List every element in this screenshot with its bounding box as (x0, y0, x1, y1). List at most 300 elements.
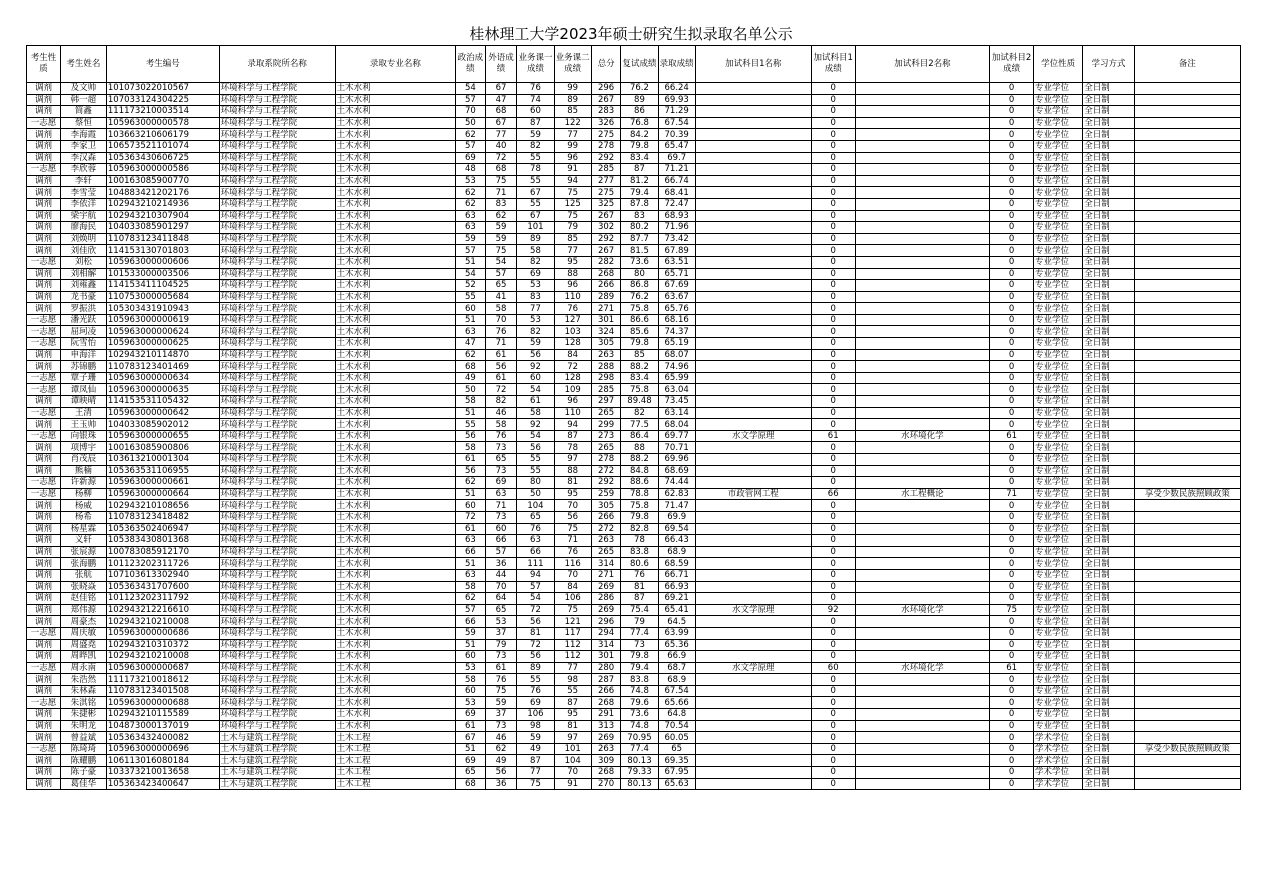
degree-type-cell: 专业学位 (1034, 152, 1083, 164)
candidate-id-cell: 105963000000696 (106, 743, 219, 755)
col-retest-header: 复试成绩 (621, 46, 658, 83)
admission-score-cell: 69.7 (658, 152, 695, 164)
remarks-cell (1134, 256, 1240, 268)
retest-score-cell: 88.6 (621, 477, 658, 489)
extra-subject-1-score-cell: 0 (811, 419, 855, 431)
extra-subject-1-name-cell (695, 349, 811, 361)
candidate-type-cell: 一志愿 (27, 662, 61, 674)
total-score-cell: 267 (591, 210, 621, 222)
candidate-name-cell: 朱淇铭 (60, 697, 106, 709)
remarks-cell (1134, 349, 1240, 361)
extra-subject-2-name-cell (855, 291, 990, 303)
degree-type-cell: 专业学位 (1034, 106, 1083, 118)
candidate-id-cell: 105963000000642 (106, 407, 219, 419)
extra-subject-2-score-cell: 0 (990, 152, 1034, 164)
remarks-cell (1134, 129, 1240, 141)
politics-score-cell: 58 (456, 674, 486, 686)
degree-type-cell: 专业学位 (1034, 407, 1083, 419)
degree-type-cell: 学术学位 (1034, 778, 1083, 790)
table-row (27, 616, 1241, 628)
foreign-language-score-cell: 37 (485, 709, 517, 721)
foreign-language-score-cell: 83 (485, 198, 517, 210)
degree-type-cell: 专业学位 (1034, 233, 1083, 245)
candidate-type-cell: 调剂 (27, 604, 61, 616)
candidate-name-cell: 朱浩然 (60, 674, 106, 686)
subject-1-score-cell: 58 (517, 245, 554, 257)
total-score-cell: 269 (591, 581, 621, 593)
extra-subject-2-name-cell (855, 164, 990, 176)
table-row (27, 674, 1241, 686)
school-cell: 环境科学与工程学院 (219, 152, 335, 164)
total-score-cell: 287 (591, 674, 621, 686)
study-mode-cell: 全日制 (1083, 117, 1134, 129)
candidate-id-cell: 111173210003514 (106, 106, 219, 118)
col-subject-2-header: 业务课二成绩 (554, 46, 591, 83)
degree-type-cell: 专业学位 (1034, 674, 1083, 686)
school-cell: 环境科学与工程学院 (219, 627, 335, 639)
foreign-language-score-cell: 72 (485, 384, 517, 396)
candidate-id-cell: 110783123418482 (106, 511, 219, 523)
candidate-id-cell: 102943210210008 (106, 616, 219, 628)
admission-score-cell: 70.71 (658, 442, 695, 454)
study-mode-cell: 全日制 (1083, 430, 1134, 442)
major-cell: 土木水利 (335, 697, 455, 709)
extra-subject-1-score-cell: 0 (811, 743, 855, 755)
politics-score-cell: 53 (456, 697, 486, 709)
subject-2-score-cell: 97 (554, 454, 591, 466)
retest-score-cell: 79.4 (621, 662, 658, 674)
major-cell: 土木水利 (335, 117, 455, 129)
foreign-language-score-cell: 82 (485, 396, 517, 408)
candidate-type-cell: 调剂 (27, 569, 61, 581)
retest-score-cell: 77.4 (621, 743, 658, 755)
subject-1-score-cell: 72 (517, 639, 554, 651)
subject-1-score-cell: 49 (517, 743, 554, 755)
total-score-cell: 269 (591, 732, 621, 744)
major-cell: 土木工程 (335, 767, 455, 779)
total-score-cell: 269 (591, 604, 621, 616)
candidate-name-cell: 周盛堯 (60, 639, 106, 651)
major-cell: 土木水利 (335, 83, 455, 95)
admission-score-cell: 69.54 (658, 523, 695, 535)
table-row (27, 140, 1241, 152)
extra-subject-2-score-cell: 0 (990, 314, 1034, 326)
table-row (27, 755, 1241, 767)
subject-2-score-cell: 96 (554, 396, 591, 408)
study-mode-cell: 全日制 (1083, 511, 1134, 523)
extra-subject-2-score-cell: 0 (990, 558, 1034, 570)
subject-2-score-cell: 116 (554, 558, 591, 570)
total-score-cell: 282 (591, 256, 621, 268)
subject-1-score-cell: 92 (517, 419, 554, 431)
study-mode-cell: 全日制 (1083, 755, 1134, 767)
degree-type-cell: 专业学位 (1034, 535, 1083, 547)
degree-type-cell: 专业学位 (1034, 500, 1083, 512)
major-cell: 土木水利 (335, 581, 455, 593)
study-mode-cell: 全日制 (1083, 488, 1134, 500)
candidate-id-cell: 107033124304225 (106, 94, 219, 106)
subject-2-score-cell: 103 (554, 326, 591, 338)
extra-subject-1-name-cell (695, 511, 811, 523)
subject-1-score-cell: 111 (517, 558, 554, 570)
remarks-cell (1134, 314, 1240, 326)
extra-subject-1-name-cell (695, 697, 811, 709)
admission-score-cell: 68.07 (658, 349, 695, 361)
subject-1-score-cell: 81 (517, 627, 554, 639)
extra-subject-2-score-cell: 0 (990, 535, 1034, 547)
extra-subject-2-score-cell: 0 (990, 245, 1034, 257)
major-cell: 土木水利 (335, 616, 455, 628)
retest-score-cell: 86.6 (621, 314, 658, 326)
extra-subject-2-score-cell: 0 (990, 581, 1034, 593)
major-cell: 土木水利 (335, 129, 455, 141)
retest-score-cell: 87 (621, 164, 658, 176)
extra-subject-2-score-cell: 0 (990, 477, 1034, 489)
candidate-type-cell: 调剂 (27, 535, 61, 547)
total-score-cell: 285 (591, 164, 621, 176)
foreign-language-score-cell: 65 (485, 454, 517, 466)
subject-2-score-cell: 75 (554, 604, 591, 616)
degree-type-cell: 学术学位 (1034, 743, 1083, 755)
subject-1-score-cell: 55 (517, 152, 554, 164)
major-cell: 土木水利 (335, 604, 455, 616)
extra-subject-1-name-cell (695, 419, 811, 431)
major-cell: 土木水利 (335, 268, 455, 280)
remarks-cell (1134, 164, 1240, 176)
candidate-type-cell: 调剂 (27, 396, 61, 408)
table-row (27, 454, 1241, 466)
candidate-type-cell: 调剂 (27, 83, 61, 95)
extra-subject-1-name-cell (695, 674, 811, 686)
subject-2-score-cell: 81 (554, 477, 591, 489)
subject-2-score-cell: 110 (554, 291, 591, 303)
extra-subject-1-name-cell (695, 326, 811, 338)
subject-1-score-cell: 82 (517, 256, 554, 268)
school-cell: 环境科学与工程学院 (219, 407, 335, 419)
major-cell: 土木水利 (335, 140, 455, 152)
admission-score-cell: 63.51 (658, 256, 695, 268)
candidate-name-cell: 刘雍鑫 (60, 280, 106, 292)
extra-subject-2-name-cell (855, 697, 990, 709)
table-row (27, 488, 1241, 500)
subject-1-score-cell: 89 (517, 233, 554, 245)
extra-subject-2-name-cell (855, 477, 990, 489)
extra-subject-2-name-cell (855, 593, 990, 605)
extra-subject-1-name-cell (695, 639, 811, 651)
table-row (27, 778, 1241, 790)
candidate-type-cell: 调剂 (27, 511, 61, 523)
extra-subject-2-score-cell: 0 (990, 778, 1034, 790)
school-cell: 环境科学与工程学院 (219, 314, 335, 326)
candidate-name-cell: 赵佳铭 (60, 593, 106, 605)
degree-type-cell: 专业学位 (1034, 94, 1083, 106)
candidate-type-cell: 调剂 (27, 778, 61, 790)
candidate-type-cell: 一志愿 (27, 372, 61, 384)
extra-subject-1-score-cell: 0 (811, 523, 855, 535)
politics-score-cell: 58 (456, 442, 486, 454)
study-mode-cell: 全日制 (1083, 291, 1134, 303)
col-study-mode-header: 学习方式 (1083, 46, 1134, 83)
extra-subject-1-score-cell: 61 (811, 430, 855, 442)
remarks-cell (1134, 500, 1240, 512)
table-row (27, 303, 1241, 315)
extra-subject-1-score-cell: 0 (811, 732, 855, 744)
degree-type-cell: 专业学位 (1034, 268, 1083, 280)
subject-1-score-cell: 56 (517, 349, 554, 361)
extra-subject-2-score-cell: 0 (990, 627, 1034, 639)
total-score-cell: 272 (591, 523, 621, 535)
subject-1-score-cell: 60 (517, 106, 554, 118)
retest-score-cell: 79.6 (621, 697, 658, 709)
candidate-id-cell: 111173210018612 (106, 674, 219, 686)
degree-type-cell: 专业学位 (1034, 697, 1083, 709)
foreign-language-score-cell: 60 (485, 523, 517, 535)
table-row (27, 697, 1241, 709)
candidate-type-cell: 调剂 (27, 187, 61, 199)
retest-score-cell: 81.5 (621, 245, 658, 257)
extra-subject-1-name-cell (695, 627, 811, 639)
school-cell: 环境科学与工程学院 (219, 593, 335, 605)
study-mode-cell: 全日制 (1083, 709, 1134, 721)
candidate-name-cell: 罗振洪 (60, 303, 106, 315)
extra-subject-2-name-cell (855, 465, 990, 477)
degree-type-cell: 专业学位 (1034, 198, 1083, 210)
admission-score-cell: 65.41 (658, 604, 695, 616)
major-cell: 土木水利 (335, 593, 455, 605)
total-score-cell: 326 (591, 117, 621, 129)
subject-2-score-cell: 76 (554, 546, 591, 558)
school-cell: 环境科学与工程学院 (219, 164, 335, 176)
degree-type-cell: 专业学位 (1034, 396, 1083, 408)
extra-subject-2-name-cell (855, 338, 990, 350)
candidate-name-cell: 李海霞 (60, 129, 106, 141)
school-cell: 环境科学与工程学院 (219, 581, 335, 593)
study-mode-cell: 全日制 (1083, 720, 1134, 732)
subject-2-score-cell: 75 (554, 523, 591, 535)
candidate-id-cell: 114153130701803 (106, 245, 219, 257)
subject-1-score-cell: 83 (517, 291, 554, 303)
admission-score-cell: 67.54 (658, 685, 695, 697)
candidate-name-cell: 张海鹏 (60, 558, 106, 570)
extra-subject-1-name-cell (695, 465, 811, 477)
extra-subject-2-name-cell (855, 210, 990, 222)
retest-score-cell: 78.8 (621, 488, 658, 500)
school-cell: 环境科学与工程学院 (219, 338, 335, 350)
remarks-cell (1134, 651, 1240, 663)
extra-subject-1-score-cell: 0 (811, 755, 855, 767)
politics-score-cell: 70 (456, 106, 486, 118)
extra-subject-2-name-cell (855, 117, 990, 129)
extra-subject-1-name-cell: 水文学原理 (695, 430, 811, 442)
major-cell: 土木水利 (335, 338, 455, 350)
extra-subject-2-name-cell (855, 326, 990, 338)
total-score-cell: 325 (591, 198, 621, 210)
extra-subject-2-score-cell: 0 (990, 140, 1034, 152)
admission-score-cell: 65.63 (658, 778, 695, 790)
admission-score-cell: 67.69 (658, 280, 695, 292)
admission-score-cell: 66.24 (658, 83, 695, 95)
table-row (27, 685, 1241, 697)
school-cell: 环境科学与工程学院 (219, 430, 335, 442)
extra-subject-2-score-cell: 0 (990, 361, 1034, 373)
extra-subject-2-name-cell (855, 314, 990, 326)
remarks-cell (1134, 639, 1240, 651)
retest-score-cell: 86.4 (621, 430, 658, 442)
retest-score-cell: 89.48 (621, 396, 658, 408)
extra-subject-1-score-cell: 0 (811, 767, 855, 779)
remarks-cell (1134, 477, 1240, 489)
extra-subject-2-score-cell: 0 (990, 523, 1034, 535)
foreign-language-score-cell: 71 (485, 187, 517, 199)
extra-subject-2-name-cell (855, 639, 990, 651)
subject-2-score-cell: 87 (554, 697, 591, 709)
school-cell: 土木与建筑工程学院 (219, 778, 335, 790)
school-cell: 环境科学与工程学院 (219, 500, 335, 512)
extra-subject-2-score-cell: 0 (990, 175, 1034, 187)
major-cell: 土木水利 (335, 303, 455, 315)
extra-subject-1-score-cell: 92 (811, 604, 855, 616)
foreign-language-score-cell: 73 (485, 465, 517, 477)
extra-subject-2-name-cell (855, 454, 990, 466)
politics-score-cell: 63 (456, 222, 486, 234)
extra-subject-2-name-cell (855, 627, 990, 639)
extra-subject-2-name-cell (855, 558, 990, 570)
subject-2-score-cell: 121 (554, 616, 591, 628)
school-cell: 环境科学与工程学院 (219, 697, 335, 709)
degree-type-cell: 学术学位 (1034, 755, 1083, 767)
retest-score-cell: 84.8 (621, 465, 658, 477)
major-cell: 土木工程 (335, 743, 455, 755)
school-cell: 环境科学与工程学院 (219, 454, 335, 466)
admission-score-cell: 73.42 (658, 233, 695, 245)
extra-subject-1-name-cell (695, 164, 811, 176)
subject-2-score-cell: 106 (554, 593, 591, 605)
col-extra-subject-1-name-header: 加试科目1名称 (695, 46, 811, 83)
remarks-cell (1134, 233, 1240, 245)
extra-subject-2-score-cell: 0 (990, 372, 1034, 384)
subject-1-score-cell: 67 (517, 187, 554, 199)
major-cell: 土木水利 (335, 627, 455, 639)
foreign-language-score-cell: 61 (485, 372, 517, 384)
total-score-cell: 265 (591, 407, 621, 419)
candidate-name-cell: 韩一超 (60, 94, 106, 106)
subject-2-score-cell: 104 (554, 755, 591, 767)
extra-subject-2-name-cell (855, 674, 990, 686)
extra-subject-2-score-cell: 0 (990, 639, 1034, 651)
extra-subject-2-score-cell: 71 (990, 488, 1034, 500)
total-score-cell: 301 (591, 314, 621, 326)
remarks-cell (1134, 662, 1240, 674)
subject-2-score-cell: 89 (554, 94, 591, 106)
candidate-name-cell: 梁宇航 (60, 210, 106, 222)
candidate-name-cell: 李轩 (60, 175, 106, 187)
school-cell: 环境科学与工程学院 (219, 187, 335, 199)
admission-score-cell: 69.93 (658, 94, 695, 106)
extra-subject-2-name-cell (855, 743, 990, 755)
total-score-cell: 305 (591, 500, 621, 512)
extra-subject-1-name-cell: 市政管网工程 (695, 488, 811, 500)
retest-score-cell: 77.4 (621, 627, 658, 639)
major-cell: 土木水利 (335, 396, 455, 408)
extra-subject-2-name-cell (855, 233, 990, 245)
school-cell: 环境科学与工程学院 (219, 616, 335, 628)
retest-score-cell: 80 (621, 268, 658, 280)
politics-score-cell: 69 (456, 152, 486, 164)
candidate-id-cell: 105363430606725 (106, 152, 219, 164)
school-cell: 环境科学与工程学院 (219, 511, 335, 523)
candidate-type-cell: 调剂 (27, 546, 61, 558)
degree-type-cell: 专业学位 (1034, 465, 1083, 477)
admission-score-cell: 62.83 (658, 488, 695, 500)
extra-subject-1-score-cell: 0 (811, 291, 855, 303)
extra-subject-1-name-cell (695, 314, 811, 326)
remarks-cell (1134, 303, 1240, 315)
politics-score-cell: 47 (456, 338, 486, 350)
table-row (27, 291, 1241, 303)
table-row (27, 709, 1241, 721)
remarks-cell (1134, 222, 1240, 234)
study-mode-cell: 全日制 (1083, 546, 1134, 558)
degree-type-cell: 专业学位 (1034, 593, 1083, 605)
admission-score-cell: 63.67 (658, 291, 695, 303)
retest-score-cell: 74.8 (621, 685, 658, 697)
candidate-type-cell: 调剂 (27, 616, 61, 628)
foreign-language-score-cell: 46 (485, 407, 517, 419)
candidate-type-cell: 调剂 (27, 581, 61, 593)
extra-subject-2-score-cell: 0 (990, 755, 1034, 767)
degree-type-cell: 专业学位 (1034, 372, 1083, 384)
candidate-id-cell: 105963000000586 (106, 164, 219, 176)
extra-subject-2-name-cell (855, 407, 990, 419)
foreign-language-score-cell: 59 (485, 222, 517, 234)
extra-subject-1-name-cell (695, 767, 811, 779)
candidate-name-cell: 葛佳华 (60, 778, 106, 790)
candidate-type-cell: 调剂 (27, 685, 61, 697)
extra-subject-2-score-cell: 0 (990, 222, 1034, 234)
extra-subject-2-name-cell (855, 129, 990, 141)
retest-score-cell: 81.2 (621, 175, 658, 187)
candidate-name-cell: 王清 (60, 407, 106, 419)
extra-subject-2-score-cell: 0 (990, 732, 1034, 744)
total-score-cell: 292 (591, 477, 621, 489)
remarks-cell (1134, 175, 1240, 187)
candidate-name-cell: 李依洋 (60, 198, 106, 210)
major-cell: 土木水利 (335, 245, 455, 257)
candidate-name-cell: 李欣蓉 (60, 164, 106, 176)
retest-score-cell: 88.2 (621, 454, 658, 466)
school-cell: 环境科学与工程学院 (219, 477, 335, 489)
admission-score-cell: 71.47 (658, 500, 695, 512)
foreign-language-score-cell: 70 (485, 581, 517, 593)
candidate-id-cell: 105963000000687 (106, 662, 219, 674)
extra-subject-2-score-cell: 0 (990, 291, 1034, 303)
candidate-id-cell: 102943210114870 (106, 349, 219, 361)
remarks-cell (1134, 442, 1240, 454)
candidate-type-cell: 一志愿 (27, 314, 61, 326)
candidate-id-cell: 105963000000625 (106, 338, 219, 350)
politics-score-cell: 53 (456, 662, 486, 674)
subject-1-score-cell: 92 (517, 361, 554, 373)
extra-subject-1-score-cell: 0 (811, 175, 855, 187)
study-mode-cell: 全日制 (1083, 732, 1134, 744)
table-row (27, 245, 1241, 257)
subject-2-score-cell: 78 (554, 442, 591, 454)
extra-subject-1-score-cell: 0 (811, 535, 855, 547)
admission-score-cell: 69.21 (658, 593, 695, 605)
admission-score-cell: 66.9 (658, 651, 695, 663)
extra-subject-2-name-cell (855, 256, 990, 268)
remarks-cell (1134, 140, 1240, 152)
